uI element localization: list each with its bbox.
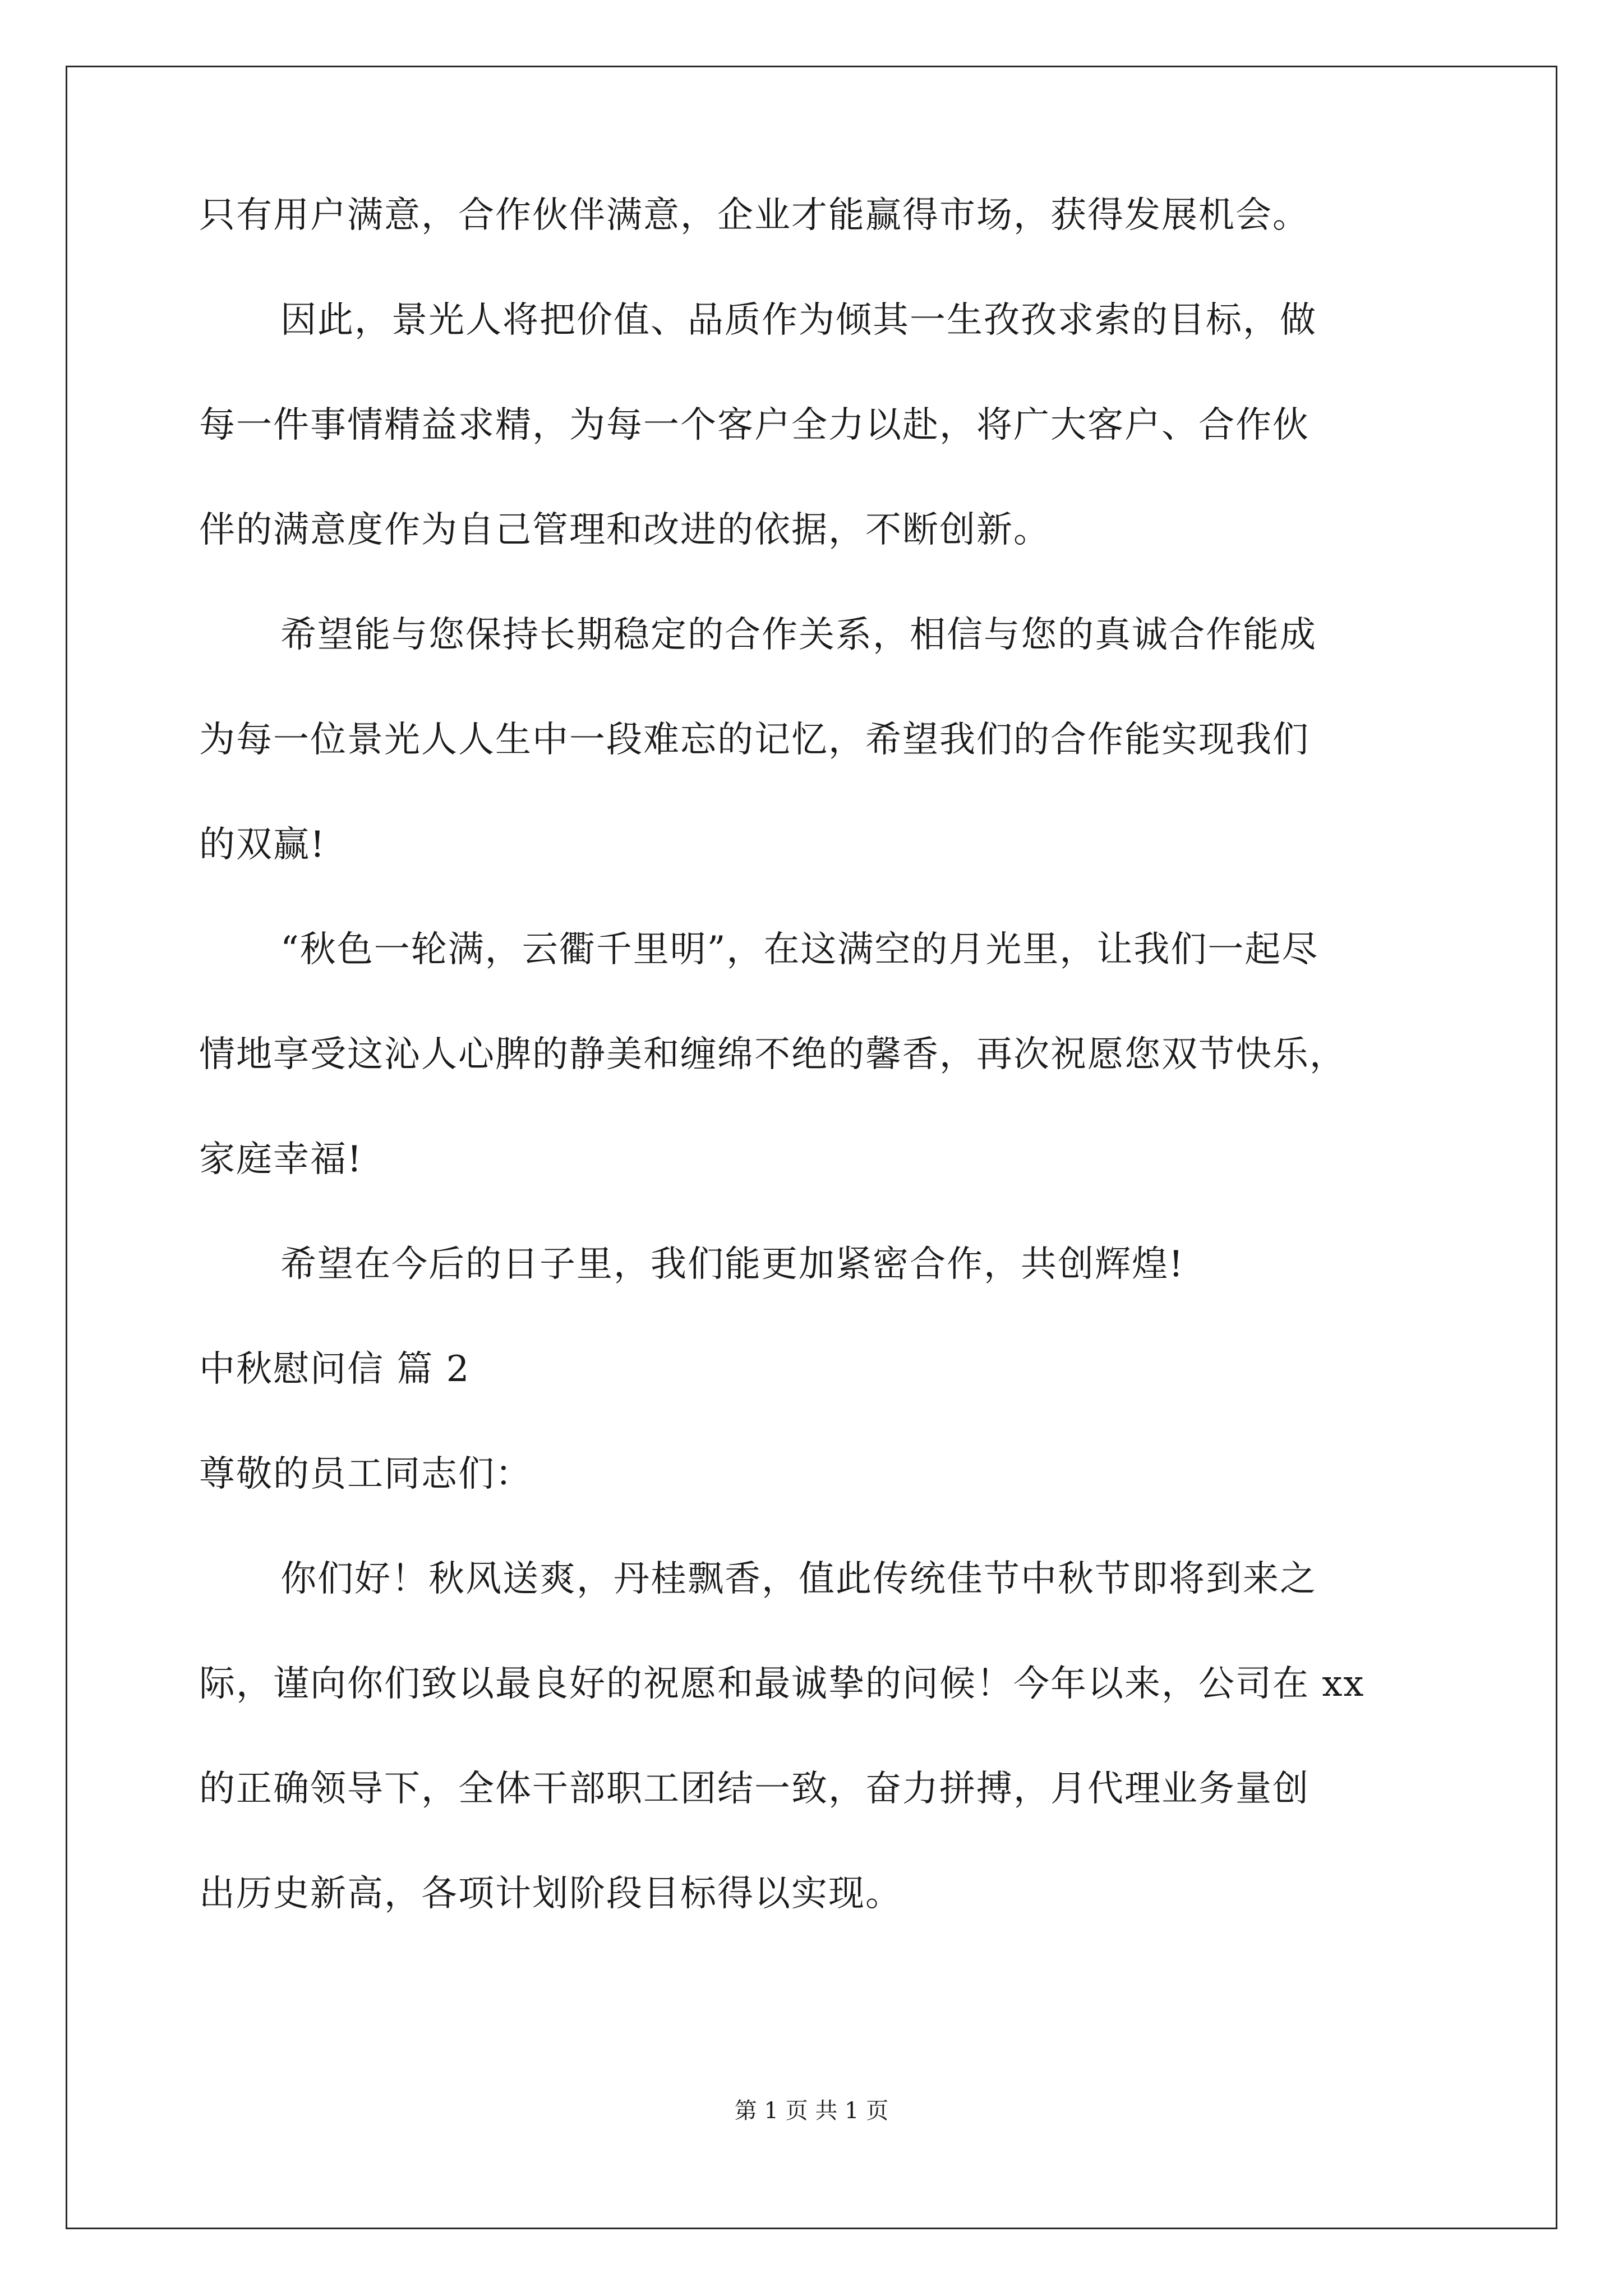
paragraph-line: 因此，景光人将把价值、品质作为倾其一生孜孜求索的目标，做 xyxy=(280,300,1317,341)
section-heading: 中秋慰问信 篇 2 xyxy=(199,1349,471,1390)
paragraph-line: 伴的满意度作为自己管理和改进的依据，不断创新。 xyxy=(199,509,1050,551)
paragraph-line: 每一件事情精益求精，为每一个客户全力以赴，将广大客户、合作伙 xyxy=(199,404,1310,446)
paragraph-line: 为每一位景光人人生中一段难忘的记忆，希望我们的合作能实现我们 xyxy=(199,719,1310,761)
paragraph-line: “秋色一轮满，云衢千里明”，在这满空的月光里，让我们一起尽 xyxy=(280,929,1319,970)
paragraph-line: 出历史新高，各项计划阶段目标得以实现。 xyxy=(199,1873,902,1915)
paragraph-line: 你们好！秋风送爽，丹桂飘香，值此传统佳节中秋节即将到来之 xyxy=(280,1558,1317,1600)
paragraph-line: 的正确领导下，全体干部职工团结一致，奋力拼搏，月代理业务量创 xyxy=(199,1768,1310,1810)
paragraph-line: 家庭幸福! xyxy=(199,1139,363,1180)
paragraph-line: 希望在今后的日子里，我们能更加紧密合作，共创辉煌! xyxy=(280,1244,1184,1285)
salutation: 尊敬的员工同志们： xyxy=(199,1453,532,1495)
paragraph-line: 际，谨向你们致以最良好的祝愿和最诚挚的问候！今年以来，公司在 xx xyxy=(199,1663,1365,1705)
paragraph-line: 希望能与您保持长期稳定的合作关系，相信与您的真诚合作能成 xyxy=(280,614,1317,656)
paragraph-line: 情地享受这沁人心脾的静美和缠绵不绝的馨香，再次祝愿您双节快乐， xyxy=(199,1034,1347,1075)
paragraph-line: 的双赢! xyxy=(199,824,326,866)
page-footer: 第 1 页 共 1 页 xyxy=(734,2098,889,2124)
paragraph-line: 只有用户满意，合作伙伴满意，企业才能赢得市场，获得发展机会。 xyxy=(199,195,1310,236)
